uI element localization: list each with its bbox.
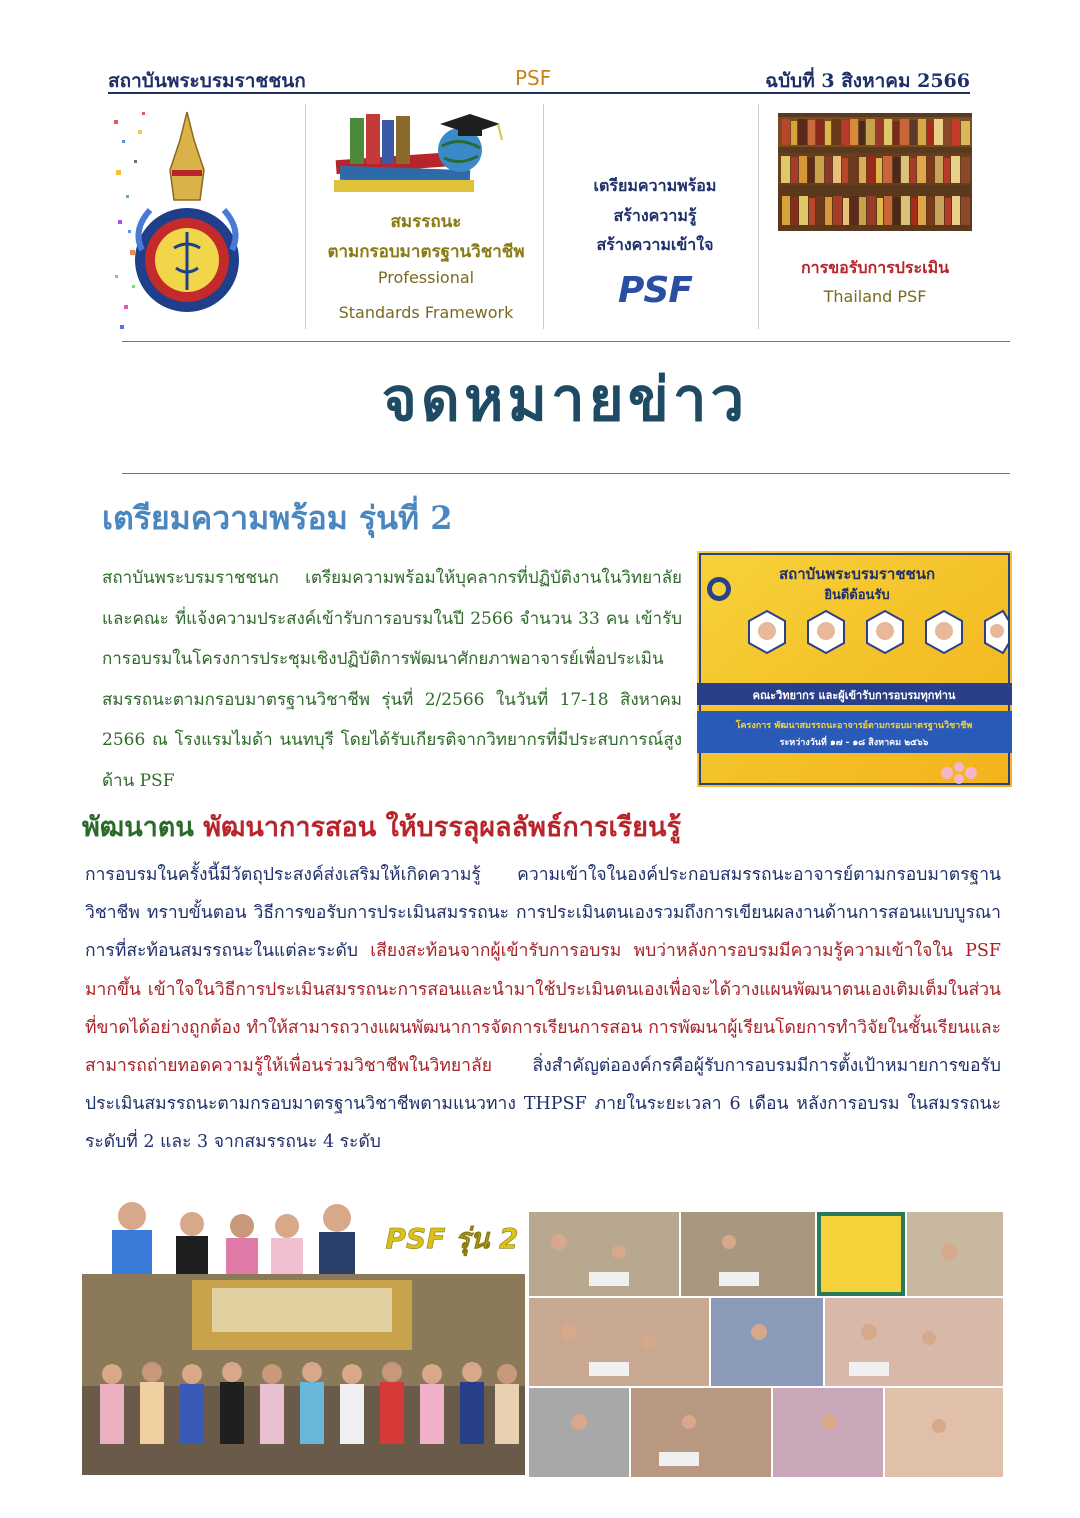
section2-heading — [82, 805, 681, 848]
emblem-icon — [112, 100, 262, 340]
newsletter-title: จดหมายข่าว — [381, 365, 749, 435]
poster-project: โครงการ พัฒนาสมรรถนะอาจารย์ตามกรอบมาตรฐานวิชาชีพ — [735, 721, 973, 731]
section1-body: สถาบันพระบรมราชชนก เตรียมความพร้อมให้บุคลากรที่ปฏิบัติงานในวิทยาลัยและคณะ ที่แจ้งความประสงค์เข้ารับการอบรมในปี 2566 จำนวน 33 คน เข้ารับการอบรมในโครงการประชุมเชิงปฏิบัติการพัฒนาศักยภาพอาจารย์เพื่อประเมินสมรรถนะตามกรอบมาตรฐานวิชาชีพ รุ่นที่ 2/2566 ในวันที่ 17-18 สิงหาคม 2566 ณ โรงแรมไมด้า นนทบุรี โดยได้รับเกียรติจากวิทยากรที่มีประสบการณ์สูงด้าน PSF — [102, 568, 682, 791]
poster-graphic — [697, 551, 1012, 787]
banner-thailand-psf: Thailand PSF — [823, 287, 927, 306]
banner-build-understanding: สร้างความเข้าใจ — [596, 235, 714, 254]
section2-body-objective: การอบรมในครั้งนี้มีวัตถุประสงค์ส่งเสริมให้เกิดความรู้ ความเข้าใจในองค์ประกอบสมรรถนะอาจารย์ตามกรอบมาตรฐานวิชาชีพ ทราบขั้นตอน วิธีการขอรับการประเมินสมรรถนะ การประเมินตนเองรวมถึงการเขียนผลงานด้านการสอนแบบบูรณาการที่สะท้อนสมรรถนะในแต่ละระดับ — [85, 865, 1001, 962]
banner-assessment-request: การขอรับการประเมิน — [800, 258, 950, 277]
section2-body-feedback: เสียงสะท้อนจากผู้เข้ารับการอบรม พบว่าหลังการอบรมมีความรู้ความเข้าใจใน PSF มากขึ้น เข้าใจในวิธีการประเมินสมรรถนะการสอนและนำมาใช้ประเมินตนเองเพื่อจะได้วางแผนพัฒนาตนเองเติมเต็มในส่วนที่ขาดได้อย่างถูกต้อง ทำให้สามารถวางแผนพัฒนาการจัดการเรียนการสอน การพัฒนาผู้เรียนโดยการทำวิจัยในชั้นเรียนและ สามารถถ่ายทอดความรู้ให้เพื่อนร่วมวิชาชีพในวิทยาลัย — [85, 941, 1001, 1077]
header-psf: PSF — [515, 66, 552, 90]
banner-prepare: เตรียมความพร้อม — [593, 176, 717, 195]
psf-batch-label: PSF รุ่น 2 — [385, 1222, 519, 1255]
institute-emblem — [112, 100, 262, 340]
banner-separator-3 — [758, 104, 759, 329]
books-icon — [330, 110, 516, 196]
bookshelf-image — [778, 113, 972, 231]
psf-logo: PSF — [618, 270, 692, 311]
group-photo-collage — [82, 1196, 525, 1475]
banner-competency: สมรรถนะ — [390, 212, 462, 232]
header-issue: ฉบับที่ 3 สิงหาคม 2566 — [765, 70, 970, 92]
poster-band: คณะวิทยากร และผู้เข้ารับการอบรมทุกท่าน — [752, 689, 956, 702]
poster-dates: ระหว่างวันที่ ๑๗ - ๑๘ สิงหาคม ๒๕๖๖ — [779, 738, 929, 748]
header-institute: สถาบันพระบรมราชชนก — [108, 70, 306, 92]
section2-body-goal: สิ่งสำคัญต่อองค์กรคือผู้รับการอบรมมีการตั้งเป้าหมายการขอรับประเมินสมรรถนะตามกรอบมาตรฐานวิชาชีพตามแนวทาง THPSF ภายในระยะเวลา 6 เดือน หลังการอบรม ในสมรรถนะระดับที่ 2 และ 3 จากสมรรถนะ 4 ระดับ — [85, 1056, 1001, 1153]
banner-professional: Professional — [377, 268, 475, 287]
section2-heading-self: พัฒนาตน — [82, 812, 194, 843]
welcome-poster — [697, 551, 1012, 787]
group-photo — [82, 1196, 525, 1475]
banner-framework-th: ตามกรอบมาตรฐานวิชาชีพ — [327, 242, 525, 262]
bookshelf-icon — [778, 113, 972, 231]
section1-heading: เตรียมความพร้อม รุ่นที่ 2 — [102, 499, 453, 537]
banner-standards-framework: Standards Framework — [338, 303, 514, 322]
banner-separator-2 — [543, 104, 544, 329]
section2-body — [85, 856, 1001, 1162]
title-divider-bottom — [122, 473, 1010, 474]
header-divider — [108, 92, 970, 94]
poster-title1: สถาบันพระบรมราชชนก — [778, 565, 936, 583]
section2-heading-teaching: พัฒนาการสอน ให้บรรลุผลลัพธ์การเรียนรู้ — [203, 812, 681, 843]
books-graduation-image — [330, 110, 516, 196]
banner-build-knowledge: สร้างความรู้ — [613, 206, 697, 225]
activity-photos — [529, 1212, 1003, 1477]
banner-separator-1 — [305, 104, 306, 329]
training-activity-collage — [529, 1212, 1003, 1477]
title-divider-top — [122, 341, 1010, 342]
poster-title2: ยินดีต้อนรับ — [824, 588, 890, 603]
